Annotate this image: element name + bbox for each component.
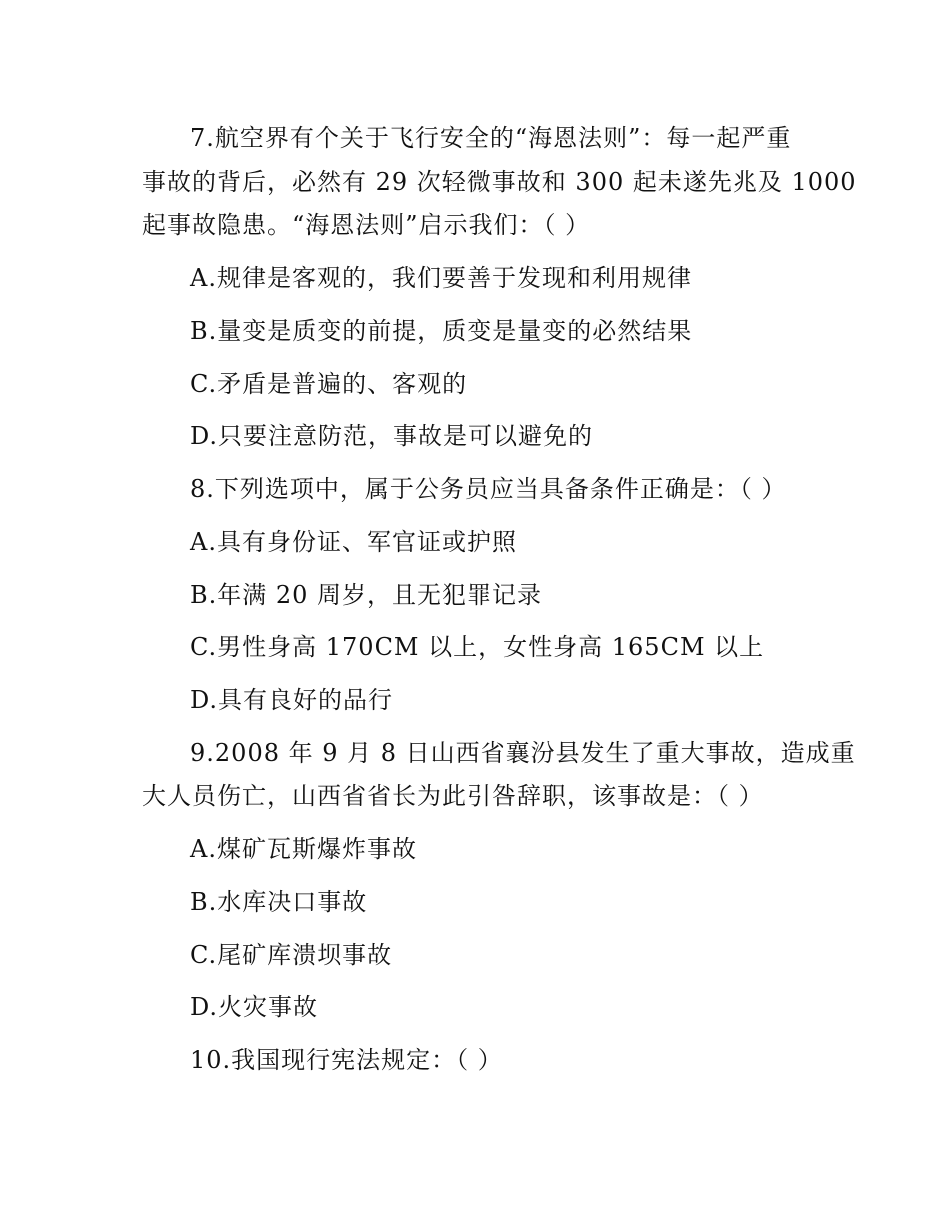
- question-9-option-d: D.火灾事故: [190, 993, 319, 1021]
- question-10-text-line-1: 10.我国现行宪法规定：（ ）: [190, 1046, 503, 1074]
- question-7-text-line-2: 事故的背后，必然有 29 次轻微事故和 300 起未遂先兆及 1000: [142, 168, 857, 196]
- question-7-option-b: B.量变是质变的前提，质变是量变的必然结果: [190, 317, 693, 345]
- question-9-option-b: B.水库决口事故: [190, 888, 368, 916]
- question-7-option-c: C.矛盾是普遍的、客观的: [190, 370, 468, 398]
- question-9-option-a: A.煤矿瓦斯爆炸事故: [190, 835, 417, 863]
- question-9-option-c: C.尾矿库溃坝事故: [190, 941, 393, 969]
- question-9-text-line-2: 大人员伤亡，山西省省长为此引咎辞职，该事故是：（ ）: [142, 782, 764, 810]
- question-8-option-d: D.具有良好的品行: [190, 686, 394, 714]
- question-8-option-b: B.年满 20 周岁，且无犯罪记录: [190, 581, 543, 609]
- question-7-option-d: D.只要注意防范，事故是可以避免的: [190, 422, 594, 450]
- question-7-option-a: A.规律是客观的，我们要善于发现和利用规律: [190, 264, 692, 292]
- question-8-text-line-1: 8.下列选项中，属于公务员应当具备条件正确是：（ ）: [190, 475, 787, 503]
- question-8-option-c: C.男性身高 170CM 以上，女性身高 165CM 以上: [190, 633, 765, 661]
- question-7-text-line-1: 7.航空界有个关于飞行安全的“海恩法则”：每一起严重: [190, 124, 792, 152]
- question-9-text-line-1: 9.2008 年 9 月 8 日山西省襄汾县发生了重大事故，造成重: [190, 739, 856, 767]
- question-7-text-line-3: 起事故隐患。“海恩法则”启示我们：（ ）: [142, 211, 591, 239]
- question-8-option-a: A.具有身份证、军官证或护照: [190, 528, 517, 556]
